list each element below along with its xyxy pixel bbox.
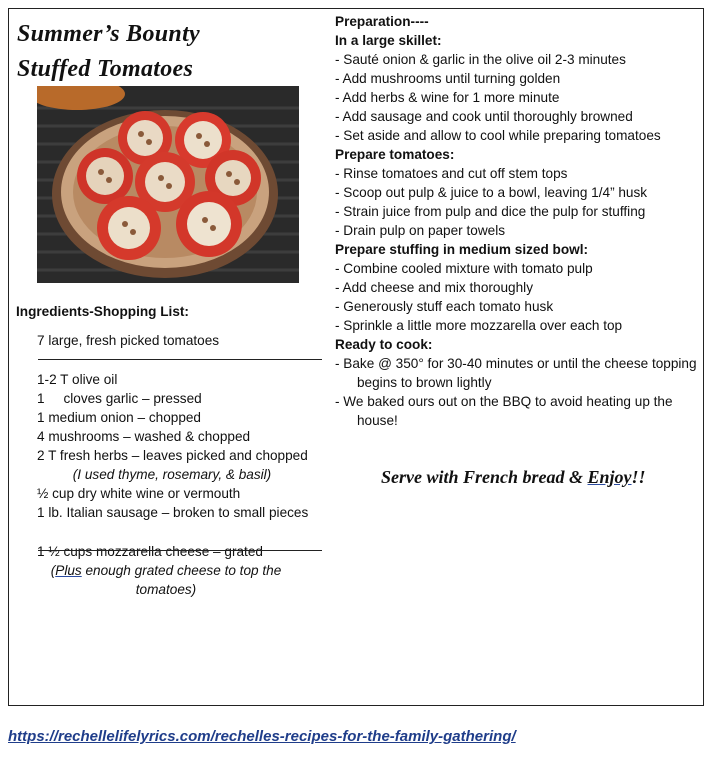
skillet-step: - Add mushrooms until turning golden <box>335 71 561 86</box>
skillet-step: - Add herbs & wine for 1 more minute <box>335 90 560 105</box>
title-line-1: Summer’s Bounty <box>17 21 200 47</box>
ingredient-sausage: 1 lb. Italian sausage – broken to small pieces <box>37 505 309 520</box>
ingredient-olive-oil: 1-2 T olive oil <box>37 372 118 387</box>
divider-line-2 <box>38 550 322 551</box>
preparation-section <box>335 12 705 430</box>
stuffing-step: - Combine cooled mixture with tomato pulp <box>335 261 593 276</box>
ingredients-heading: Ingredients-Shopping List: <box>16 304 189 319</box>
cook-step: - We baked ours out on the BBQ to avoid heating up the house! <box>335 394 673 428</box>
cook-heading: Ready to cook: <box>335 337 433 352</box>
plus-word: Plus <box>55 563 82 578</box>
stuffing-step: - Generously stuff each tomato husk <box>335 299 554 314</box>
ingredient-garlic: 1 cloves garlic – pressed <box>37 391 202 406</box>
ingredient-onion: 1 medium onion – chopped <box>37 410 201 425</box>
tomatoes-step: - Rinse tomatoes and cut off stem tops <box>335 166 568 181</box>
cheese-note: (Plus enough grated cheese to top the tomatoes) <box>50 563 282 597</box>
divider-line-1 <box>38 359 322 360</box>
ingredients-section <box>16 302 336 599</box>
ingredient-tomatoes: 7 large, fresh picked tomatoes <box>37 333 220 348</box>
enjoy-word: Enjoy <box>587 467 632 487</box>
ingredient-wine: ½ cup dry white wine or vermouth <box>37 486 241 501</box>
ingredient-herbs: 2 T fresh herbs – leaves picked and chopped <box>37 448 308 463</box>
skillet-heading: In a large skillet: <box>335 33 442 48</box>
title-line-2: Stuffed Tomatoes <box>17 56 194 82</box>
skillet-step: - Sauté onion & garlic in the olive oil 2-3 minutes <box>335 52 626 67</box>
cook-step: - Bake @ 350° for 30-40 minutes or until the cheese topping begins to brown lightly <box>335 356 697 390</box>
stuffed-tomatoes-image <box>37 86 299 283</box>
tomatoes-step: - Strain juice from pulp and dice the pulp for stuffing <box>335 204 646 219</box>
preparation-heading: Preparation---- <box>335 14 429 29</box>
ingredient-mushrooms: 4 mushrooms – washed & chopped <box>37 429 251 444</box>
herbs-note: (I used thyme, rosemary, & basil) <box>72 467 272 482</box>
tomatoes-step: - Drain pulp on paper towels <box>335 223 506 238</box>
ingredient-mozzarella: 1 ½ cups mozzarella cheese – grated <box>37 544 263 559</box>
stuffing-heading: Prepare stuffing in medium sized bowl: <box>335 242 589 257</box>
recipe-photo <box>37 86 299 283</box>
stuffing-step: - Add cheese and mix thoroughly <box>335 280 533 295</box>
skillet-step: - Set aside and allow to cool while preparing tomatoes <box>335 128 661 143</box>
skillet-step: - Add sausage and cook until thoroughly browned <box>335 109 633 124</box>
stuffing-step: - Sprinkle a little more mozzarella over each top <box>335 318 623 333</box>
serve-note: Serve with French bread & Enjoy!! <box>381 467 646 487</box>
recipe-card <box>8 8 704 706</box>
tomatoes-heading: Prepare tomatoes: <box>335 147 455 162</box>
tomatoes-step: - Scoop out pulp & juice to a bowl, leaving 1/4” husk <box>335 185 648 200</box>
recipe-source-link[interactable]: https://rechellelifelyrics.com/rechelles-recipes-for-the-family-gathering/ <box>8 728 516 745</box>
recipe-title <box>17 17 317 87</box>
